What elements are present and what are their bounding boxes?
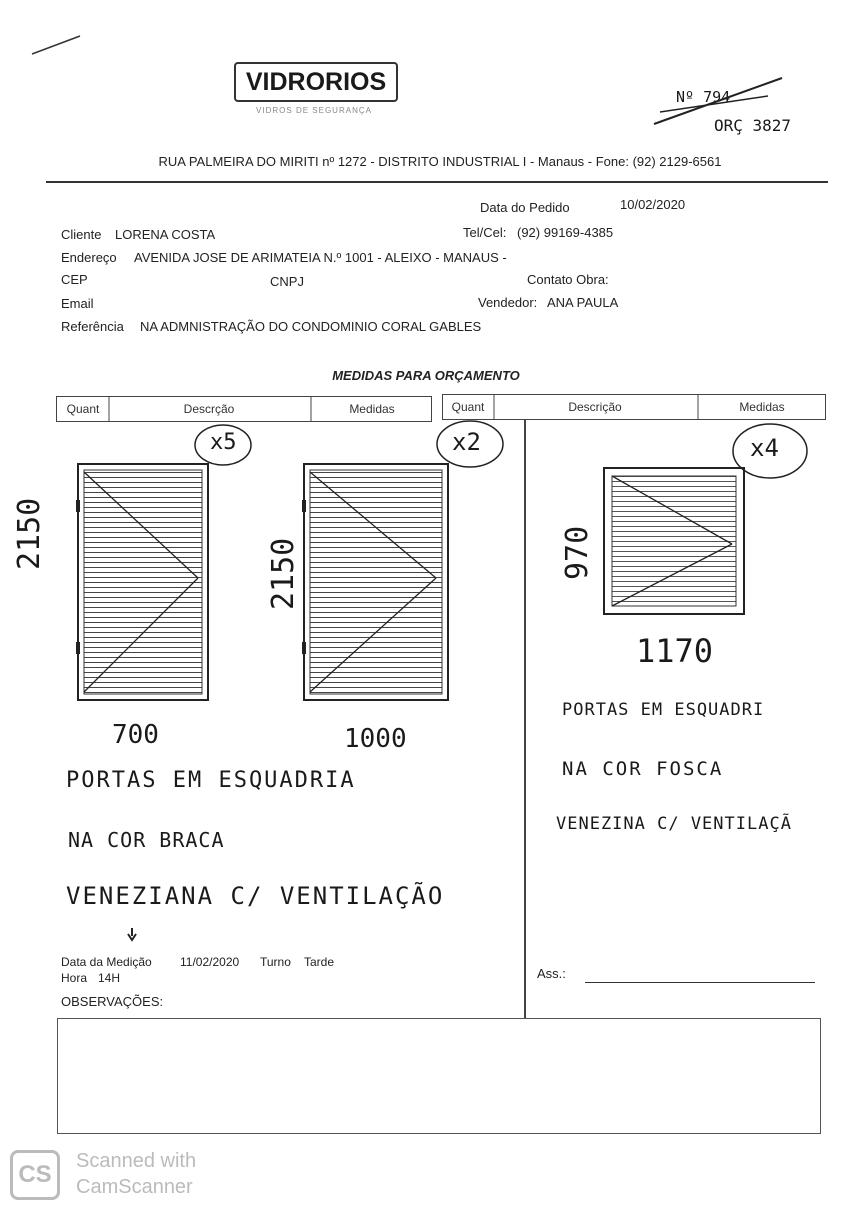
window-width: 1170 <box>636 632 714 670</box>
door-2-height: 2150 <box>266 537 301 610</box>
door-2-width: 1000 <box>344 724 407 754</box>
door-2-qty: x2 <box>452 428 481 456</box>
client-value: LORENA COSTA <box>115 227 216 242</box>
reference-label: Referência <box>61 319 124 334</box>
phone-label: Tel/Cel: <box>463 225 507 240</box>
header-divider <box>46 181 828 183</box>
email-label: Email <box>61 296 94 311</box>
shift-label: Turno <box>260 955 291 969</box>
cnpj-label: CNPJ <box>270 274 304 289</box>
window-height: 970 <box>560 525 595 580</box>
window-drawing <box>600 464 750 618</box>
door-1-height: 2150 <box>12 497 47 570</box>
contact-label: Contato Obra: <box>527 272 609 287</box>
col-quant-left: Quant <box>66 402 100 416</box>
door-1-qty: x5 <box>210 430 237 455</box>
phone-value: (92) 99169-4385 <box>517 225 614 240</box>
note-right-1: PORTAS EM ESQUADRI <box>562 700 765 720</box>
measure-date-label: Data da Medição <box>61 955 152 969</box>
col-measure-left: Medidas <box>349 402 395 416</box>
signature-line <box>585 982 815 983</box>
note-right-3: VENEZINA C/ VENTILAÇÃ <box>556 814 792 834</box>
seller-value: ANA PAULA <box>547 295 619 310</box>
signature-label: Ass.: <box>537 966 566 981</box>
col-quant-right: Quant <box>451 400 485 414</box>
col-desc-right: Descrição <box>568 400 622 414</box>
arrow-mark-icon <box>126 926 138 942</box>
section-title: MEDIDAS PARA ORÇAMENTO <box>332 368 520 383</box>
note-left-2: NA COR BRACA <box>68 828 225 852</box>
col-measure-right: Medidas <box>739 400 785 414</box>
camscanner-logo: CS <box>10 1150 60 1200</box>
watermark-line-1: Scanned with <box>76 1150 197 1172</box>
order-date-value: 10/02/2020 <box>620 197 686 212</box>
note-left-3: VENEZIANA C/ VENTILAÇÃO <box>66 882 445 910</box>
address-value: AVENIDA JOSE DE ARIMATEIA N.º 1001 - ALEIXO - MANAUS - <box>134 250 507 265</box>
watermark-line-2: CamScanner <box>76 1176 193 1198</box>
pen-mark <box>28 30 88 60</box>
cep-label: CEP <box>61 272 88 287</box>
door-2-drawing <box>298 460 454 704</box>
hour-label: Hora <box>61 971 88 985</box>
client-label: Cliente <box>61 227 102 242</box>
door-1-drawing <box>72 460 214 704</box>
observations-box <box>57 1018 821 1134</box>
order-date-label: Data do Pedido <box>480 200 570 215</box>
order-number-struck: Nº 794 <box>676 88 731 106</box>
window-qty: x4 <box>750 434 779 462</box>
measure-date-value: 11/02/2020 <box>180 955 240 969</box>
company-logo: VIDRORIOS <box>234 62 398 102</box>
camscanner-text <box>76 1148 196 1200</box>
column-divider <box>524 420 526 1018</box>
door-1-width: 700 <box>112 720 159 750</box>
seller-label: Vendedor: <box>478 295 538 310</box>
note-right-2: NA COR FOSCA <box>562 758 724 780</box>
header-right-dividers <box>442 394 826 420</box>
reference-value: NA ADMNISTRAÇÃO DO CONDOMINIO CORAL GABLES <box>140 319 482 334</box>
col-desc-left: Descrção <box>183 402 235 416</box>
company-address: RUA PALMEIRA DO MIRITI nº 1272 - DISTRITO INDUSTRIAL I - Manaus - Fone: (92) 2129-6561 <box>158 154 722 169</box>
address-label: Endereço <box>61 250 117 265</box>
header-left-dividers <box>56 396 432 422</box>
orc-handwritten: ORÇ 3827 <box>714 116 792 135</box>
observations-label: OBSERVAÇÕES: <box>61 994 164 1009</box>
note-left-1: PORTAS EM ESQUADRIA <box>66 768 356 793</box>
hour-value: 14H <box>98 971 121 985</box>
company-tagline: VIDROS DE SEGURANÇA <box>256 106 372 115</box>
shift-value: Tarde <box>304 955 335 969</box>
